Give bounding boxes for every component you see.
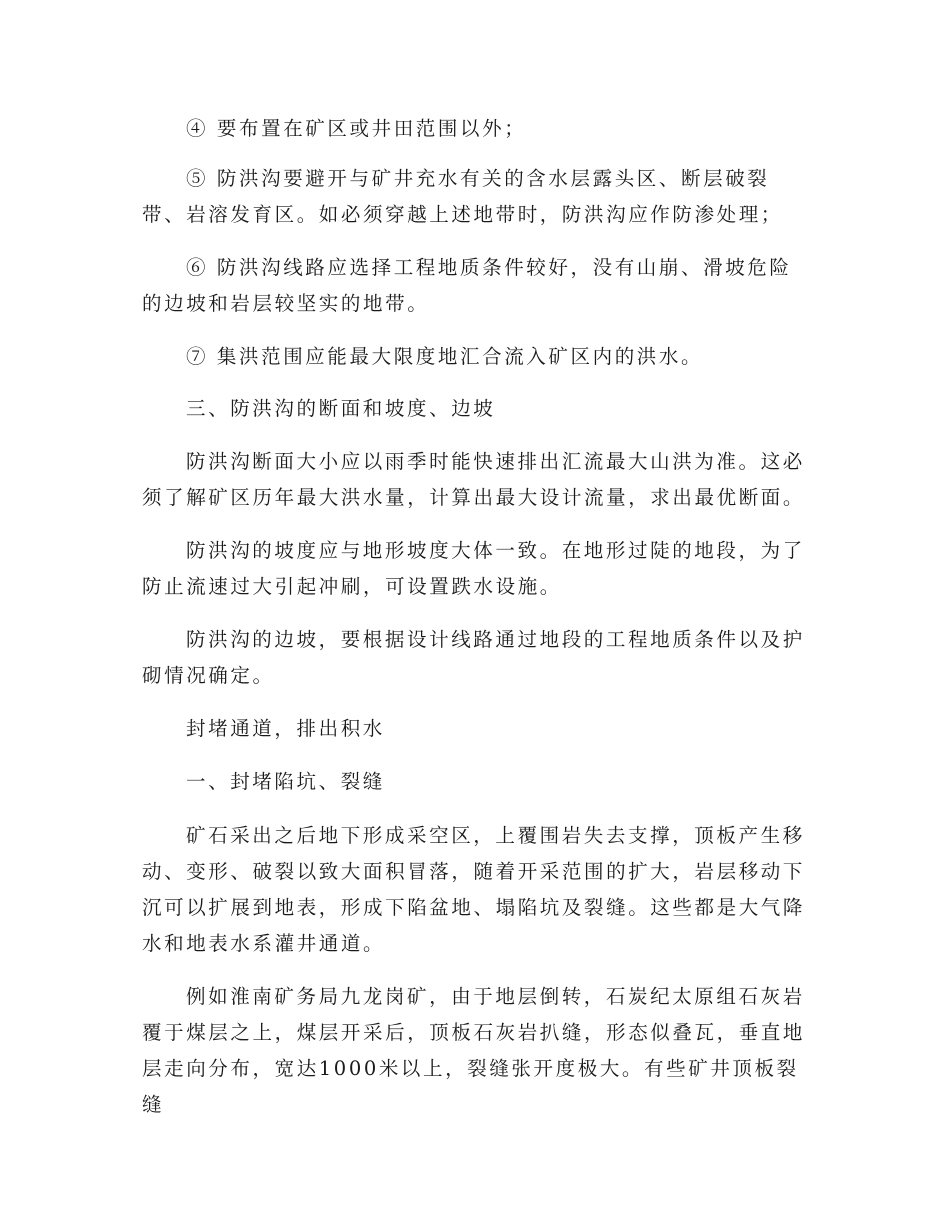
paragraph-side-slope: 防洪沟的边坡，要根据设计线路通过地段的工程地质条件以及护砌情况确定。 — [142, 628, 805, 687]
paragraph-example-huainan: 例如淮南矿务局九龙岗矿，由于地层倒转，石炭纪太原组石灰岩覆于煤层之上，煤层开采后，顶板石灰岩扒缝，形态似叠瓦，垂直地层走向分布，宽达1000米以上，裂缝张开度极大。有些矿井顶板裂缝 — [142, 985, 806, 1116]
paragraph-goaf: 矿石采出之后地下形成采空区，上覆围岩失去支撑，顶板产生移动、变形、破裂以致大面积冒落，随着开采范围的扩大，岩层移动下沉可以扩展到地表，形成下陷盆地、塌陷坑及裂缝。这些都是大气降水和地表水系灌井通道。 — [142, 824, 806, 955]
paragraph-item-7: ⑦ 集洪范围应能最大限度地汇合流入矿区内的洪水。 — [186, 345, 704, 368]
paragraph-item-4: ④ 要布置在矿区或井田范围以外； — [186, 117, 527, 140]
paragraph-item-6: ⑥ 防洪沟线路应选择工程地质条件较好，没有山崩、滑坡危险的边坡和岩层较坚实的地带。 — [142, 256, 792, 315]
paragraph-cross-section: 防洪沟断面大小应以雨季时能快速排出汇流最大山洪为准。这必须了解矿区历年最大洪水量，计算出最大设计流量，求出最优断面。 — [142, 450, 806, 509]
section-heading-3: 三、防洪沟的断面和坡度、边坡 — [186, 397, 496, 420]
paragraph-item-5: ⑤ 防洪沟要避开与矿井充水有关的含水层露头区、断层破裂带、岩溶发育区。如必须穿越上述地带时，防洪沟应作防渗处理； — [142, 167, 783, 226]
paragraph-slope: 防洪沟的坡度应与地形坡度大体一致。在地形过陡的地段，为了防止流速过大引起冲刷，可设置跌水设施。 — [142, 539, 805, 598]
section-heading-1: 一、封堵陷坑、裂缝 — [186, 770, 385, 793]
section-heading-seal-channels: 封堵通道，排出积水 — [186, 717, 385, 740]
